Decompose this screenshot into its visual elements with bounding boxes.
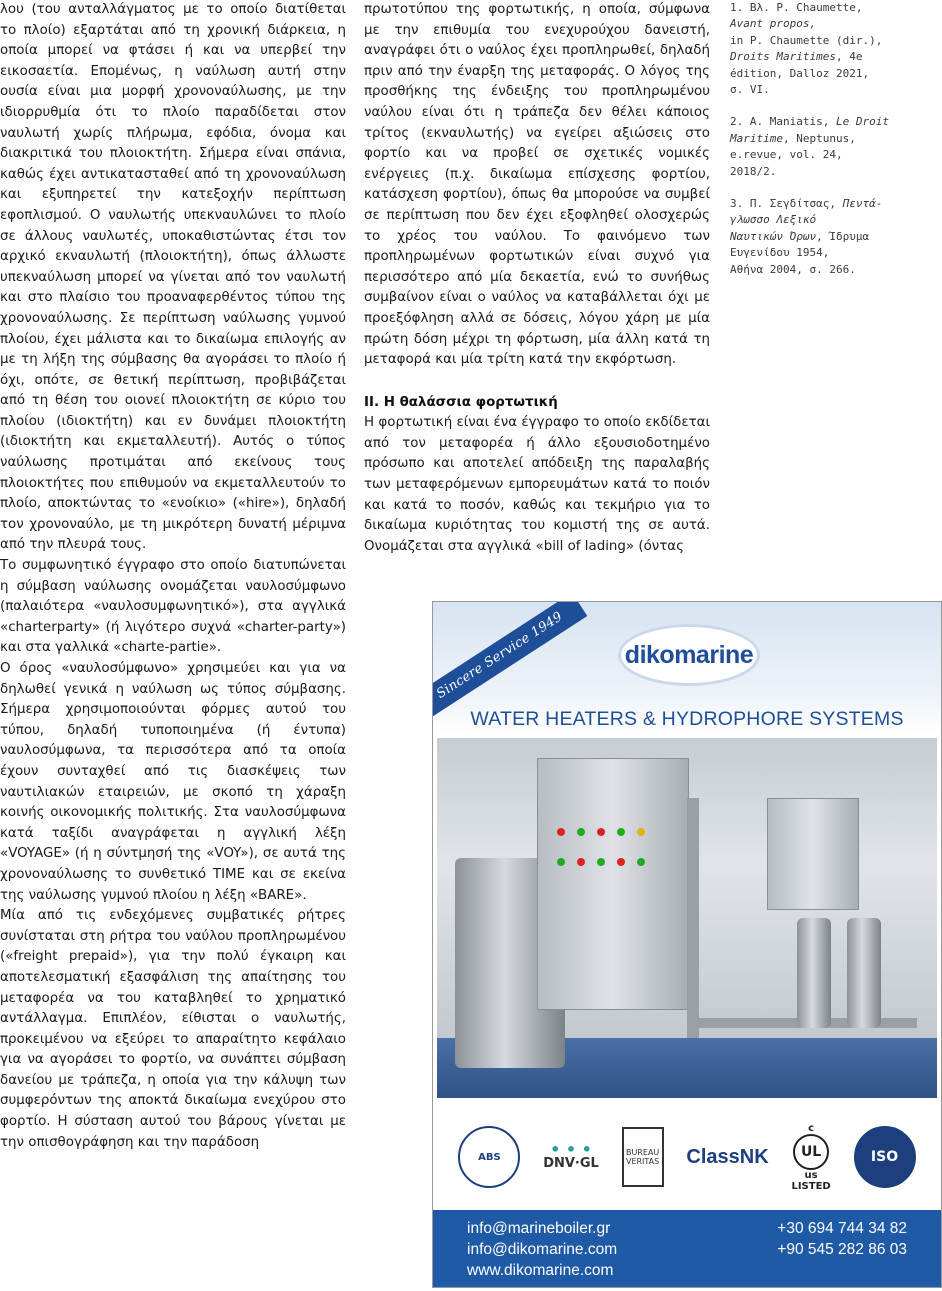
indicator-lamp [637,858,645,866]
brand-logo [618,624,760,686]
website-link[interactable]: www.dikomarine.com [467,1262,614,1279]
dnv-dots-icon: • • • [550,1139,592,1159]
paragraph: Ο όρος «ναυλοσύμφωνο» χρησιμεύει και για να δηλωθεί γενικά η ναύλωση ως τύπος σύμβασης. Σήμερα χρησιμοποιούνται φόρμες αυτού του τύπου, δηλαδή τυποποιημένα (ή έντυπα) ναυλοσύμφωνα, τα περισσότερα από τα οποία έχουν συνταχθεί από τις διασκέψεις των ναυτιλιακών εταιρειών, με σκοπό τη χάραξη κοινής οικονομικής πολιτικής. Στα ναυλοσύμφωνα κατά ταξίδι αναγράφεται η αγγλική λέξη «VOYAGE» (ή η σύντμησή της «VOY»), σε αυτά της χρονοναύλωσης το συνθετικό TIME και σε εκείνα της ναύλωσης γυμνού πλοίου η λέξη «BARE». [0,661,346,903]
footnotes [730,0,930,294]
dnv-gl-logo [543,1139,599,1171]
service-ribbon: Sincere Service 1949 [432,601,587,719]
section-heading: ΙΙ. Η θαλάσσια φορτωτική [364,394,558,410]
footnote-text: 3. Π. Σεγδίτσας, [730,197,836,211]
indicator-lamp [597,828,605,836]
control-cabinet-shape [537,758,689,1010]
phone-number[interactable]: +90 545 282 86 03 [777,1241,907,1258]
pipe-shape [687,798,699,1038]
paragraph: Μία από τις ενδεχόμενες συμβατικές ρήτρες συνίσταται στη ρήτρα του ναύλου προπληρωμένου («freight prepaid»), για την πολύ έγκαιρη και αποτελεσματική εξασφάλιση της απαίτησης του μεταφορέα να του καταβληθεί το χρηματικό αντάλλαγμα. Επιπλέον, είθισται ο ναυλωτής, προκειμένου να εξεύρει το απαραίτητο κεφάλαιο για να αγοράσει το φορτίο, να συνάπτει σύμβαση δανείου με τράπεζα, η οποία για την κάλυψη των συμφερόντων της αποκτά δικαίωμα ενεχύρου στο φορτίο. Η σύσταση αυτού του βάρους γίνεται με την οπισθογράφηση και την παράδοση [0,908,346,1150]
logo-part: marine [674,641,754,669]
contact-web [467,1218,617,1281]
indicator-lamp [577,858,585,866]
paragraph: πρωτοτύπου της φορτωτικής, η οποία, σύμφωνα με την επιθυμία του ενεχυρούχου δανειστή, αναγράφει ότι ο ναύλος έχει προπληρωθεί, δηλαδή πριν από την έναρξη της μεταφοράς. Ο λόγος της προσθήκης της ένδειξης του προπληρωμένου ναύλου είναι ότι η τράπεζα δεν θέλει κάποιος τρίτος (εκναυλωτής) να εγείρει αξιώσεις στο φορτίο και να προβεί σε σχετικές νομικές ενέργειες (π.χ. δικαίωμα επίσχεσης φορτίου, κατάσχεση φορτίου), όπως θα μπορούσε να συμβεί σε περίπτωση που δεν έχει εξοφληθεί ολοσχερώς το χρέος του ναύλου. Το φαινόμενο των προπληρωμένων φορτωτικών είναι συχνό για περισσότερο από μία δεκαετία, ενώ το συνήθως συμβαίνον είναι ο ναύλος να καταβάλλεται όχι με προεξόφληση αλλά σε δόσεις, λόγου χάρη με μία πρώτη δόση μέχρι τη φόρτωση, μία άλλη κατά τη μεταφορά και μία τρίτη κατά την εκφόρτωση. [364,2,710,368]
paragraph: λου (του ανταλλάγματος με το οποίο διατίθεται το πλοίο) εξαρτάται από τη χρονική διάρκεια, η οποία μπορεί να φτάσει ή και να υπερβεί την εικοσαετία. Επομένως, η ναύλωση αυτή στην ουσία είναι μια μορφή χρονοναύλωσης, με την ιδιορρυθμία ότι το πλοίο παραδίδεται στον ναυλωτή χωρίς πλήρωμα, εφόδια, όνομα και διακριτικά του πλοιοκτήτη. Σήμερα είναι σπάνια, καθώς έχει αντικατασταθεί από τη χρονοναύλωση και εξυπηρετεί την κατεξοχήν περίπτωση εφοπλισμού. Ο ναυλωτής υπεκναυλώνει το πλοίο σε άλλους ναυλωτές, υποκαθιστώντας έτσι τον αρχικό εκναυλωτή (πλοιοκτήτη), όπως άλλωστε υπεκναύλωση μπορεί να γίνεται από τον ναυλωτή και στο πλαίσιο του προαναφερθέντος τύπου της χρονοναύλωσης. Σε περίπτωση ναύλωσης γυμνού πλοίου, έχει μάλιστα και το δικαίωμα επιλογής αν με τη λήξη της σύμβασης θα αγοράσει το πλοίο ή όχι, οπότε, σε θετική περίπτωση, προβιβάζεται από τη θέση του οιονεί πλοιοκτήτη σε κύριο του πλοίου (ιδιοκτήτη) και εν δυνάμει πλοιοκτήτη (ιδιοκτήτη και εκμεταλλευτή). Αυτός ο τύπος ναύλωσης προτιμάται από εκείνους τους πλοιοκτήτες που επιθυμούν να εκμεταλλευτούν το πλοίο, αποκτώντας το «ενοίκιο» («hire»), δηλαδή τον χρονοναύλο, με τη μικρότερη δυνατή μέριμνα από την πλευρά τους. [0,2,346,553]
ul-listed-text: LISTED [791,1180,831,1192]
footnote-2 [730,114,930,180]
logo-part: diko [624,641,675,669]
footnote-title: Πεντά- γλωσσο Λεξικό Ναυτικών Όρων [730,197,883,243]
paragraph: Το συμφωνητικό έγγραφο στο οποίο διατυπώνεται η σύμβαση ναύλωσης ονομάζεται ναυλοσύμφωνο (παλαιότερα «ναυλοσυμφωνητικό»), στα αγγλικά «charterparty» (ή λιγότερο συχνά «charter-party») και στα γαλλικά «charte-partie». [0,558,346,656]
indicator-lamp [617,828,625,836]
contact-band [433,1210,941,1287]
footnote-text: 1. Βλ. P. Chaumette, [730,1,863,14]
bureau-veritas-logo: BUREAU VERITAS [622,1127,664,1187]
contact-phones [777,1218,907,1260]
footnote-text: in P. Chaumette (dir.), [730,33,883,47]
advertisement [432,601,942,1288]
email-link[interactable]: info@marineboiler.gr [467,1220,611,1237]
footnote-text: , 4e édition, Dalloz 2021, σ. VI. [730,50,870,97]
footnote-1 [730,0,930,98]
footnote-text: 2. A. Maniatis, [730,115,830,129]
left-column [0,0,346,1153]
indicator-lamp [557,828,565,836]
ul-listed-logo [791,1123,830,1192]
footnote-title: Le Droit Maritime [730,115,889,145]
logo-wordmark [618,641,760,670]
indicator-lamp [637,828,645,836]
abs-logo: ABS [458,1126,520,1188]
dnv-gl-text: DNV·GL [543,1155,599,1171]
iso-certified-logo: ISO [854,1126,916,1188]
footnote-title: Avant propos, [730,17,817,31]
indicator-lamp [617,858,625,866]
classnk-logo: ClassNK [686,1145,769,1168]
pump-shape [797,918,831,1028]
footnote-text: , Neptunus, e.revue, vol. 24, 2018/2. [730,131,856,178]
paragraph: Η φορτωτική είναι ένα έγγραφο το οποίο εκδίδεται από τον μεταφορέα ή άλλο εξουσιοδοτημένο πρόσωπο και αποτελεί απόδειξη της παραλαβής των μεταφερόμενων εμπορευμάτων κατά το ποιόν και κατά το ποσόν, καθώς και τεκμήριο για το δικαίωμα κυριότητας του κομιστή της σε αυτά. Ονομάζεται στα αγγλικά «bill of lading» (όντας [364,415,710,554]
footnote-text: , Ίδρυμα Ευγενίδου 1954, Αθήνα 2004, σ. 266. [730,229,870,276]
indicator-lamp [557,858,565,866]
ul-mark-icon: UL [793,1134,829,1170]
email-link[interactable]: info@dikomarine.com [467,1241,618,1258]
indicator-lamp [597,858,605,866]
ul-us-mark: us [804,1169,818,1181]
footnote-title: Droits Maritimes [730,50,836,64]
indicator-lamp [577,828,585,836]
pump-shape [847,918,881,1028]
ul-c-mark: c [808,1122,815,1134]
phone-number[interactable]: +30 694 744 34 82 [777,1220,907,1237]
certification-logos [433,1102,941,1212]
product-photo [437,738,937,1098]
middle-column [364,0,710,557]
ad-headline: WATER HEATERS & HYDROPHORE SYSTEMS [470,708,904,730]
footnote-3 [730,196,930,278]
control-cabinet-shape [767,798,859,910]
